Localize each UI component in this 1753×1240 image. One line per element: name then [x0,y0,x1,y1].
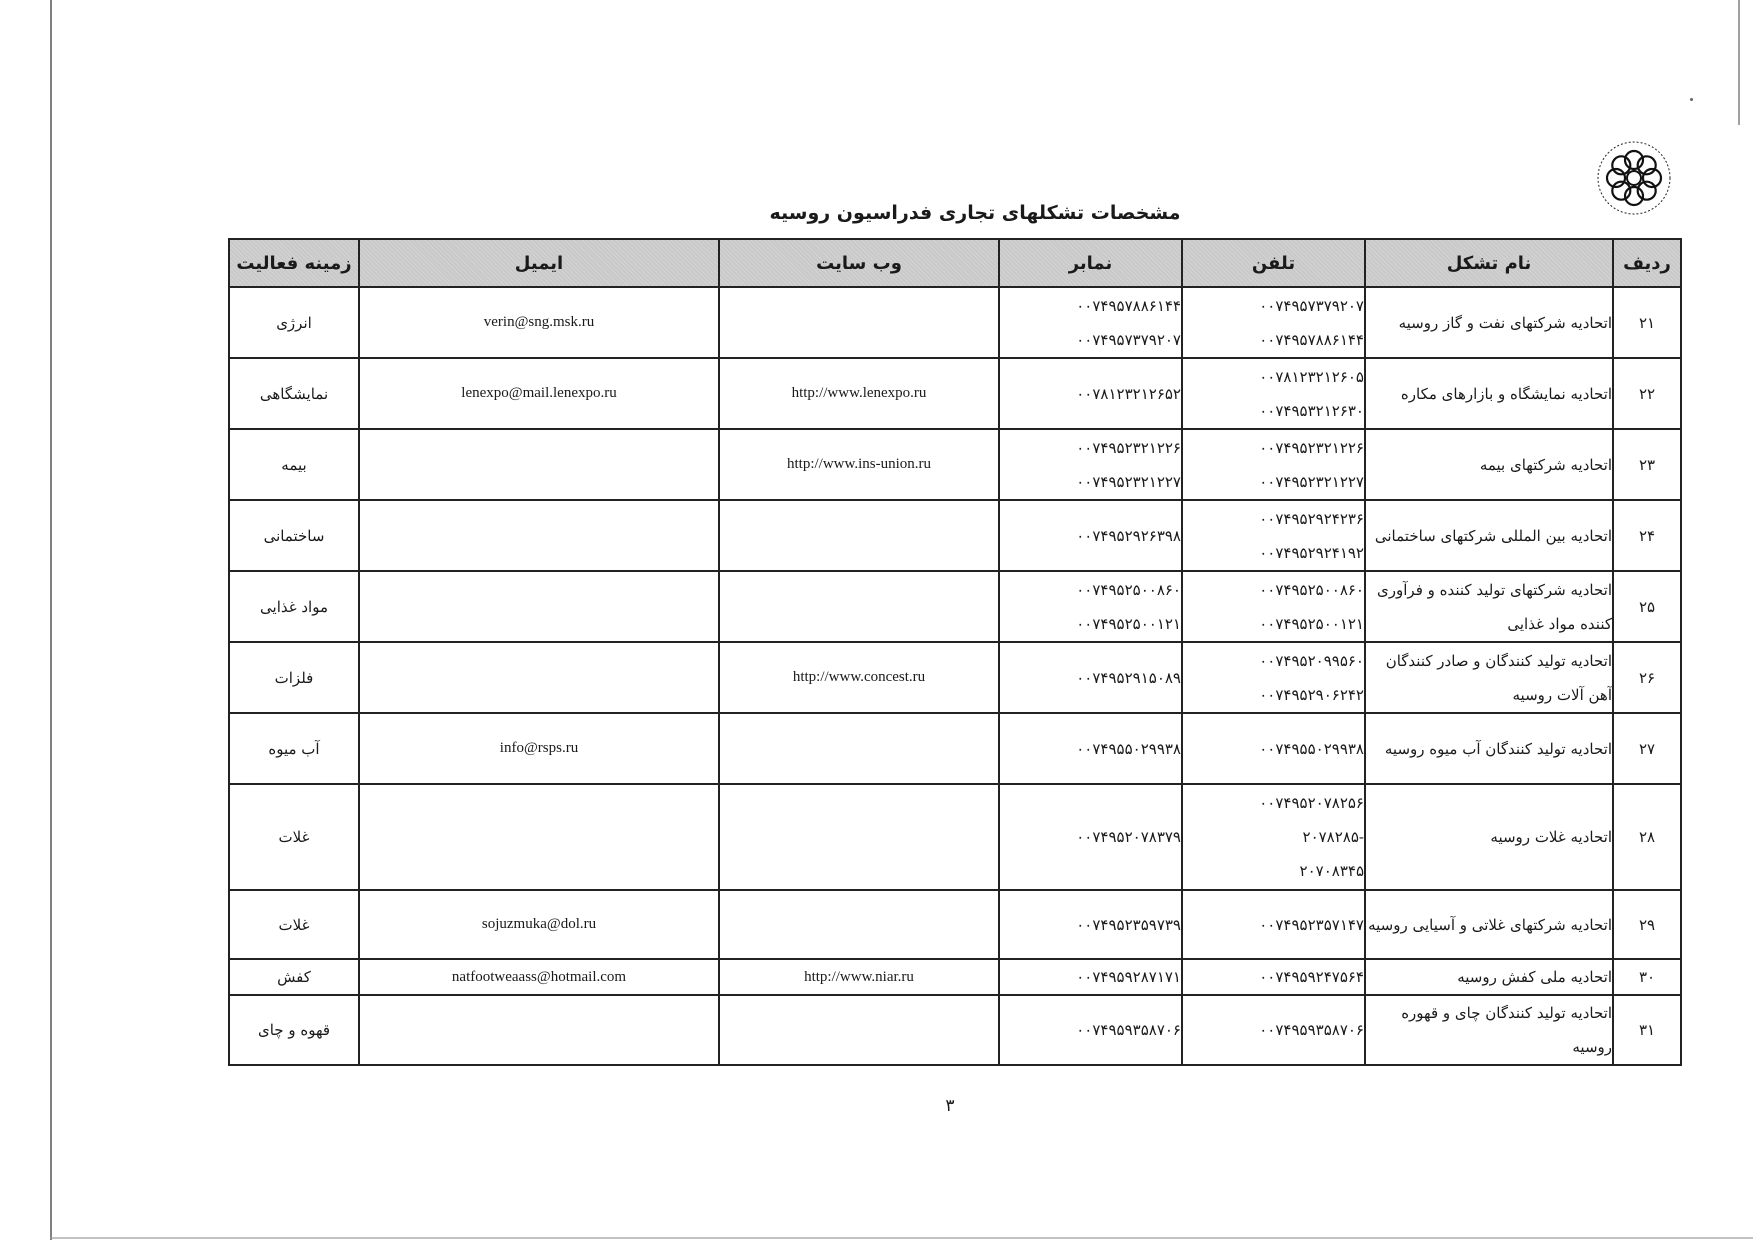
fax-cell [999,890,1182,959]
organizations-table [228,238,1682,1066]
scan-edge-bottom [50,1237,1753,1239]
table-row [229,358,1681,429]
table-row [229,784,1681,890]
phone-number: ۰۰۷۴۹۵۲۳۲۱۲۲۶ [1259,438,1364,457]
org-name: اتحادیه شرکتهای غلاتی و آسیایی روسیه [1365,890,1613,959]
row-number: ۲۶ [1613,642,1681,713]
phone-number: ۰۰۷۴۹۵۹۳۵۸۷۰۶ [1259,1021,1364,1039]
table-row [229,959,1681,995]
phone-cell [1182,358,1365,429]
header-website: وب سایت [719,239,999,287]
phone-number: ۲۰۷۰۸۳۴۵ [1299,862,1364,880]
fax-number: ۰۰۷۴۹۵۲۳۵۹۷۳۹ [1076,915,1181,934]
activity-cell: کفش [229,959,359,995]
fax-cell [999,287,1182,358]
fax-cell [999,500,1182,571]
header-phone: تلفن [1182,239,1365,287]
website-cell[interactable] [719,571,999,642]
fax-cell [999,959,1182,995]
org-name: اتحادیه بین المللی شرکتهای ساختمانی [1365,500,1613,571]
phone-number: ۰۰۷۴۹۵۲۹۲۴۲۳۶ [1259,509,1364,528]
fax-number: ۰۰۷۴۹۵۹۲۸۷۱۷۱ [1076,968,1181,986]
phone-cell [1182,500,1365,571]
row-number: ۲۸ [1613,784,1681,890]
header-activity: زمینه فعالیت [229,239,359,287]
activity-cell: انرژی [229,287,359,358]
phone-number: ۰۰۷۴۹۵۲۰۷۸۲۵۶ [1259,794,1364,812]
phone-number: ۰۰۷۴۹۵۲۰۹۹۵۶۰ [1259,651,1364,670]
fax-cell [999,642,1182,713]
phone-number: ۰۰۷۴۹۵۲۵۰۰۸۶۰ [1259,580,1364,599]
phone-number: ۰۰۷۴۹۵۲۵۰۰۱۲۱ [1259,614,1364,633]
scan-speck [1690,98,1693,101]
table-row [229,713,1681,784]
activity-cell: فلزات [229,642,359,713]
scan-edge-right [1738,0,1740,125]
email-cell[interactable] [359,429,719,500]
phone-number: ۰۰۷۴۹۵۲۹۲۴۱۹۲ [1259,543,1364,562]
phone-number: ۰۰۷۴۹۵۲۹۰۶۲۴۲ [1259,685,1364,704]
website-cell[interactable]: http://www.niar.ru [719,959,999,995]
org-name: اتحادیه نمایشگاه و بازارهای مکاره [1365,358,1613,429]
website-cell[interactable] [719,287,999,358]
table-header-row [229,239,1681,287]
organization-logo-icon [1594,138,1674,218]
email-cell[interactable]: natfootweaass@hotmail.com [359,959,719,995]
website-cell[interactable]: http://www.ins-union.ru [719,429,999,500]
table-row [229,995,1681,1065]
fax-number: ۰۰۷۸۱۲۳۲۱۲۶۵۲ [1076,384,1181,403]
org-name: اتحادیه شرکتهای بیمه [1365,429,1613,500]
table-row [229,500,1681,571]
phone-number: ۰۰۷۴۹۵۲۳۵۷۱۴۷ [1259,915,1364,934]
activity-cell: ساختمانی [229,500,359,571]
fax-number: ۰۰۷۴۹۵۲۵۰۰۱۲۱ [1076,614,1181,633]
fax-number: ۰۰۷۴۹۵۵۰۲۹۹۳۸ [1076,739,1181,758]
email-cell[interactable] [359,642,719,713]
phone-number: ۰۰۷۴۹۵۹۲۴۷۵۶۴ [1259,968,1364,986]
email-cell[interactable] [359,995,719,1065]
row-number: ۳۰ [1613,959,1681,995]
activity-cell: قهوه و چای [229,995,359,1065]
email-cell[interactable] [359,500,719,571]
fax-number: ۰۰۷۴۹۵۲۵۰۰۸۶۰ [1076,580,1181,599]
activity-cell: بیمه [229,429,359,500]
website-cell[interactable]: http://www.lenexpo.ru [719,358,999,429]
table-row [229,642,1681,713]
fax-number: ۰۰۷۴۹۵۲۰۷۸۳۷۹ [1076,828,1181,846]
row-number: ۲۱ [1613,287,1681,358]
table-row [229,571,1681,642]
activity-cell: غلات [229,890,359,959]
phone-number: ۰۰۷۴۹۵۲۳۲۱۲۲۷ [1259,472,1364,491]
row-number: ۲۲ [1613,358,1681,429]
org-name: اتحادیه تولید کنندگان چای و قهوره روسیه [1365,995,1613,1065]
fax-cell [999,429,1182,500]
header-row-number: ردیف [1613,239,1681,287]
activity-cell: نمایشگاهی [229,358,359,429]
row-number: ۲۵ [1613,571,1681,642]
row-number: ۲۳ [1613,429,1681,500]
row-number: ۲۷ [1613,713,1681,784]
activity-cell: غلات [229,784,359,890]
fax-number: ۰۰۷۴۹۵۲۹۱۵۰۸۹ [1076,668,1181,687]
fax-cell [999,995,1182,1065]
email-cell[interactable]: info@rsps.ru [359,713,719,784]
fax-cell [999,713,1182,784]
org-name: اتحادیه شرکتهای نفت و گاز روسیه [1365,287,1613,358]
email-cell[interactable]: sojuzmuka@dol.ru [359,890,719,959]
website-cell[interactable] [719,784,999,890]
phone-cell [1182,890,1365,959]
header-name: نام تشکل [1365,239,1613,287]
website-cell[interactable]: http://www.concest.ru [719,642,999,713]
row-number: ۲۹ [1613,890,1681,959]
table-row [229,890,1681,959]
org-name: اتحادیه تولید کنندگان و صادر کنندگان آهن آلات روسیه [1365,642,1613,713]
fax-number: ۰۰۷۴۹۵۲۳۲۱۲۲۶ [1076,438,1181,457]
phone-number: ۰۰۷۴۹۵۳۲۱۲۶۳۰ [1259,401,1364,420]
page-title: مشخصات تشکلهای تجاری فدراسیون روسیه [769,202,1181,224]
email-cell[interactable]: lenexpo@mail.lenexpo.ru [359,358,719,429]
phone-cell [1182,571,1365,642]
email-cell[interactable]: verin@sng.msk.ru [359,287,719,358]
phone-number: ۰۰۷۴۹۵۵۰۲۹۹۳۸ [1259,739,1364,758]
phone-cell [1182,429,1365,500]
row-number: ۲۴ [1613,500,1681,571]
fax-number: ۰۰۷۴۹۵۲۳۲۱۲۲۷ [1076,472,1181,491]
email-cell[interactable] [359,571,719,642]
row-number: ۳۱ [1613,995,1681,1065]
phone-cell [1182,287,1365,358]
header-email: ایمیل [359,239,719,287]
website-cell[interactable] [719,995,999,1065]
fax-number: ۰۰۷۴۹۵۲۹۲۶۳۹۸ [1076,526,1181,545]
fax-cell [999,358,1182,429]
website-cell[interactable] [719,500,999,571]
website-cell[interactable] [719,890,999,959]
phone-cell [1182,784,1365,890]
activity-cell: آب میوه [229,713,359,784]
activity-cell: مواد غذایی [229,571,359,642]
phone-cell [1182,713,1365,784]
fax-number: ۰۰۷۴۹۵۷۸۸۶۱۴۴ [1076,296,1181,315]
scan-edge-left [50,0,52,1240]
fax-cell [999,784,1182,890]
fax-cell [999,571,1182,642]
header-fax: نمابر [999,239,1182,287]
table-row [229,429,1681,500]
org-name: اتحادیه ملی کفش روسیه [1365,959,1613,995]
phone-cell [1182,959,1365,995]
email-cell[interactable] [359,784,719,890]
website-cell[interactable] [719,713,999,784]
phone-number: ۰۰۷۴۹۵۷۸۸۶۱۴۴ [1259,330,1364,349]
org-name: اتحادیه غلات روسیه [1365,784,1613,890]
fax-number: ۰۰۷۴۹۵۹۳۵۸۷۰۶ [1076,1021,1181,1039]
org-name: اتحادیه شرکتهای تولید کننده و فرآوری کننده مواد غذایی [1365,571,1613,642]
phone-cell [1182,642,1365,713]
fax-number: ۰۰۷۴۹۵۷۳۷۹۲۰۷ [1076,330,1181,349]
phone-number: ۰۰۷۸۱۲۳۲۱۲۶۰۵ [1259,367,1364,386]
phone-number: ۰۰۷۴۹۵۷۳۷۹۲۰۷ [1259,296,1364,315]
phone-cell [1182,995,1365,1065]
table-row [229,287,1681,358]
org-name: اتحادیه تولید کنندگان آب میوه روسیه [1365,713,1613,784]
phone-number: -۲۰۷۸۲۸۵ [1302,828,1364,846]
page-number: ۳ [945,1096,955,1116]
